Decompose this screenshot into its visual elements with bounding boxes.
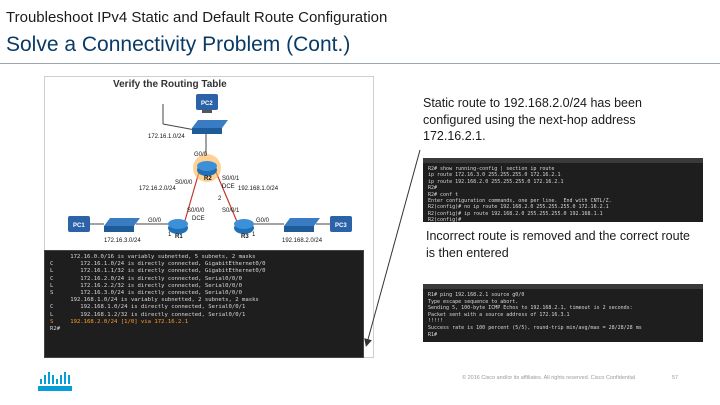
ping-terminal (423, 284, 703, 342)
diagram-title: Verify the Routing Table (113, 79, 227, 90)
config-line: R2# (428, 185, 438, 192)
routing-line: L 172.16.2.2/32 is directly connected, Serial0/0/0 (50, 282, 242, 289)
pc2-icon (196, 94, 218, 113)
net-bl-label: 172.16.3.0/24 (104, 238, 141, 244)
r3-label: R3 (241, 234, 249, 240)
routing-line: L 172.16.1.1/32 is directly connected, GigabitEthernet0/0 (50, 268, 266, 275)
r2-s000-label: S0/0/0 (175, 180, 193, 186)
num-1b-label: 1 (252, 232, 256, 238)
ping-line: R1# (428, 331, 438, 338)
r1-label: R1 (175, 234, 183, 240)
routing-table-terminal (44, 250, 364, 358)
pc3-label: PC3 (335, 223, 347, 229)
routing-line: C 192.168.1.0/24 is directly connected, Serial0/0/1 (50, 304, 246, 311)
title-divider (0, 63, 720, 64)
routing-line: C 172.16.1.0/24 is directly connected, GigabitEthernet0/0 (50, 261, 266, 268)
routing-line: L 192.168.1.2/32 is directly connected, Serial0/0/1 (50, 311, 246, 318)
page-number: 57 (672, 375, 679, 381)
slide-subtitle: Troubleshoot IPv4 Static and Default Route Configuration (6, 9, 388, 26)
routing-line: S 172.16.3.0/24 is directly connected, Serial0/0/0 (50, 290, 242, 297)
route-removed-note: Incorrect route is removed and the correct route is then entered (426, 229, 691, 260)
callout-arrow-static (367, 150, 420, 343)
routing-line: C 172.16.2.0/24 is directly connected, Serial0/0/0 (50, 275, 242, 282)
r3-g00-label: G0/0 (256, 218, 270, 224)
config-line: Enter configuration commands, one per line. End with CNTL/Z. (428, 198, 612, 205)
ping-line: Sending 5, 100-byte ICMP Echos to 192.168.2.1, timeout is 2 seconds: (428, 305, 633, 312)
dce-label: DCE (222, 184, 235, 190)
ping-line: Packet sent with a source address of 172.16.3.1 (428, 311, 570, 318)
config-line: ip route 172.16.3.0 255.255.255.0 172.16.2.1 (428, 172, 561, 179)
footer-copyright: © 2016 Cisco and/or its affiliates. All rights reserved. Cisco Confidential (462, 375, 636, 381)
config-line: R2(config)# no ip route 192.168.2.0 255.255.255.0 172.16.2.1 (428, 204, 609, 211)
pc2-label: PC2 (201, 101, 213, 107)
slide-title: Solve a Connectivity Problem (Cont.) (6, 33, 351, 56)
r2-label: R2 (204, 176, 212, 182)
dce2-label: DCE (192, 216, 205, 222)
r1-s000-label: S0/0/0 (187, 208, 205, 214)
switch-right-icon (284, 218, 320, 232)
switch-left-icon (104, 218, 140, 232)
num-2-label: 2 (218, 196, 222, 202)
pc3-icon (330, 216, 352, 232)
r3-s001-label: S0/0/1 (222, 208, 240, 214)
r2-s001-label: S0/0/1 (222, 176, 240, 182)
network-topology (44, 76, 374, 256)
r1-g00-label: G0/0 (148, 218, 162, 224)
router-r2-icon (193, 154, 221, 182)
config-line: ip route 192.168.2.0 255.255.255.0 172.16.2.1 (428, 178, 564, 185)
r2-g00-label: G0/0 (194, 152, 208, 158)
ping-line: Type escape sequence to abort. (428, 298, 519, 305)
router-r3-icon (234, 219, 254, 240)
num-1a-label: 1 (168, 232, 172, 238)
pc1-icon (68, 216, 90, 232)
static-route-note: Static route to 192.168.2.0/24 has been configured using the next-hop address 172.16.2.1. (423, 96, 642, 143)
ping-line: !!!!! (428, 318, 444, 325)
net-left-big-label: 172.16.2.0/24 (139, 186, 176, 192)
net-r2r3-label: 192.168.1.0/24 (238, 186, 279, 192)
config-line: R2# show running-config | section ip route (428, 166, 555, 172)
config-line: R2(config)# (428, 217, 462, 222)
terminal-prompt: R2# (50, 326, 61, 333)
ping-line: R1# ping 192.168.2.1 source g0/0 (428, 292, 525, 298)
config-line: R2(config)# ip route 192.168.2.0 255.255.255.0 192.168.1.1 (428, 210, 603, 217)
net-bottom-label: 192.168.2.0/24 (282, 238, 323, 244)
cisco-logo-icon (38, 372, 72, 392)
routing-line: 172.16.0.0/16 is variably subnetted, 5 subnets, 2 masks (50, 254, 256, 260)
static-route-highlight: S 192.168.2.0/24 [1/0] via 172.16.2.1 (50, 318, 189, 325)
routing-line: 192.168.1.0/24 is variably subnetted, 2 subnets, 2 masks (50, 297, 259, 304)
pc1-label: PC1 (73, 223, 85, 229)
ping-line: Success rate is 100 percent (5/5), round-trip min/avg/max = 28/28/28 ms (428, 324, 642, 331)
switch-top-icon (192, 120, 228, 134)
config-line: R2# conf t (428, 191, 459, 198)
net-top-label: 172.16.1.0/24 (148, 134, 185, 140)
config-terminal (423, 158, 703, 222)
